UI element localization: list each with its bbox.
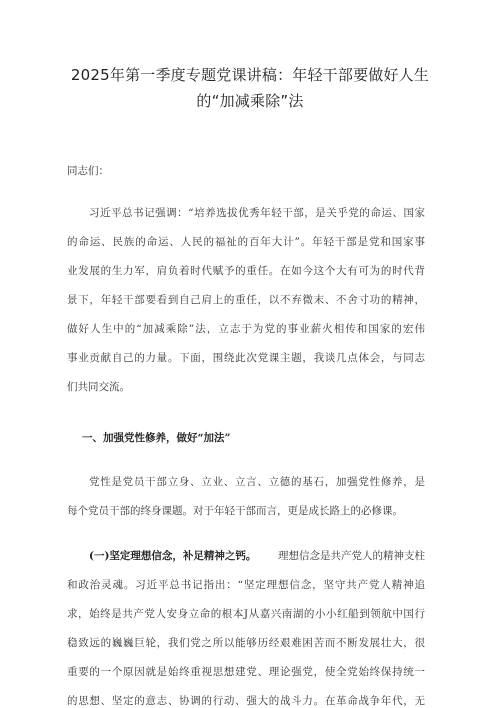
section-heading: 一、加强党性修养，做好“加法”: [82, 432, 231, 444]
intro-line: 做好人生中的“加减乘除”法，立志于为党的事业薪火相传和国家的宏伟: [67, 323, 425, 335]
subsection-1-line: 重要的一个原因就是始终重视思想建党、理论强党，使全党始终保持统一: [67, 666, 425, 678]
subsection-1-line: 和政治灵魂。习近平总书记指出：“坚定理想信念，坚守共产党人精神追: [67, 579, 425, 591]
section-1-line: 每个党员干部的终身课题。对于年轻干部而言，更是成长路上的必修课。: [67, 505, 403, 517]
subsection-1-line: 的思想、坚定的意志、协调的行动、强大的战斗力。在革命战争年代，无: [67, 695, 425, 707]
subsection-1-line: 求，始终是共产党人安身立命的根本J从嘉兴南湖的小小红船到领航中国行: [67, 608, 425, 620]
section-1-line: 党性是党员干部立身、立业、立言、立德的基石，加强党性修养，是: [89, 476, 425, 488]
document-title-line-2: 的“加减乘除”法: [196, 92, 304, 110]
salutation: 同志们：: [67, 165, 109, 177]
subsection-1-line: 稳致远的巍巍巨轮，我们党之所以能够历经艰难困苦而不断发展壮大，很: [67, 637, 425, 649]
document-title-line-1: 2025年第一季度专题党课讲稿：年轻干部要做好人生: [70, 66, 430, 84]
subsection-heading: (一)坚定理想信念，补足精神之钙。: [89, 550, 257, 562]
intro-line: 习近平总书记强调：“培养选拔优秀年轻干部，是关乎党的命运、国家: [89, 207, 425, 219]
intro-line: 事业贡献自己的力量。下面，围绕此次党课主题，我谈几点体会，与同志: [67, 352, 425, 364]
subsection-1-first-line: [89, 548, 425, 563]
intro-line: 景下，年轻干部要看到自己肩上的重任，以不弃微末、不舍寸功的精神，: [67, 294, 425, 306]
intro-line: 业发展的生力军，肩负着时代赋予的重任。在如今这个大有可为的时代背: [67, 265, 425, 277]
intro-line: 的命运、民族的命运、人民的福祉的百年大计”。年轻干部是党和国家事: [67, 236, 425, 248]
subsection-1-first-line-rest: 理想信念是共产党人的精神支柱: [278, 550, 425, 562]
intro-line: 们共同交流。: [67, 381, 130, 393]
